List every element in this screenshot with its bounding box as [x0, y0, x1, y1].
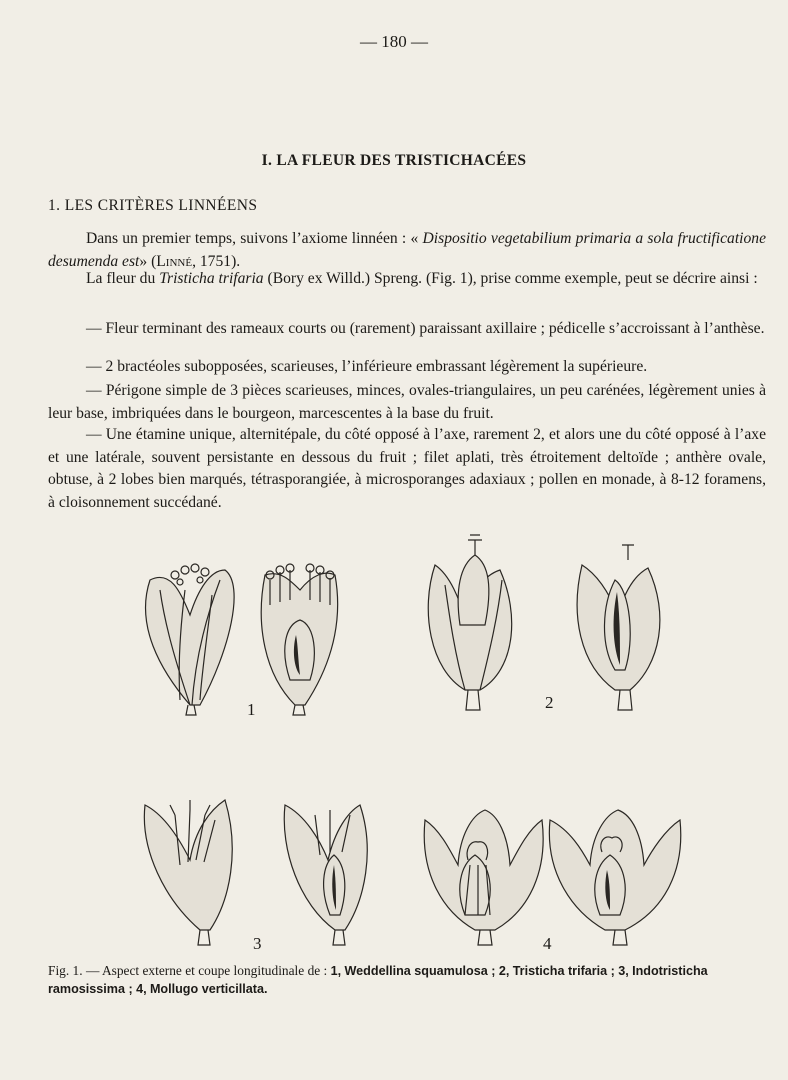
drawing-4-section: [549, 810, 680, 945]
drawing-3-section: [284, 805, 367, 945]
subsection-title: 1. LES CRITÈRES LINNÉENS: [48, 197, 258, 214]
drawing-2-section: [577, 545, 660, 710]
figure-1-illustrations: [120, 530, 720, 960]
section-title: I. LA FLEUR DES TRISTICHACÉES: [261, 152, 527, 169]
drawing-1-external: [146, 564, 235, 715]
caption-number-1: 1,: [330, 964, 342, 978]
intro-rest: (Bory ex Willd.) Spreng. (Fig. 1), prise comme exemple, peut se décrire ainsi :: [267, 270, 758, 287]
figure-label-2: 2: [545, 693, 554, 712]
figure-caption: [48, 962, 778, 998]
caption-species-1: Weddellina squamulosa ;: [344, 964, 496, 978]
axiom-author: Linné: [156, 252, 193, 270]
figure-label-3: 3: [253, 934, 262, 953]
intro-lead: La fleur du: [86, 270, 156, 287]
axiom-year: , 1751).: [192, 252, 241, 270]
page-number: — 180 —: [360, 32, 428, 51]
flower-drawings: [120, 530, 720, 960]
list-item: — Périgone simple de 3 pièces scarieuses, minces, ovales-triangulaires, un peu carénées, légèrement unies à leur base, imbriquées dans le bourgeon, marcescentes à la base du fruit.: [48, 382, 766, 422]
caption-species-4: Mollugo verticillata.: [149, 982, 268, 996]
list-item: — 2 bractéoles subopposées, scarieuses, l’inférieure embrassant légèrement la supérieure.: [86, 358, 648, 375]
figure-label-4: 4: [543, 934, 552, 953]
drawing-2-external: [428, 535, 511, 710]
drawing-1-section: [261, 564, 337, 715]
caption-number-2: 2,: [498, 964, 510, 978]
drawing-3-external: [144, 800, 232, 945]
drawing-4-external: [424, 810, 543, 945]
caption-prefix: Fig. 1. — Aspect externe et coupe longitudinale de :: [48, 963, 328, 978]
paragraph-axiom: [48, 228, 766, 273]
axiom-lead: Dans un premier temps, suivons l’axiome linnéen : «: [86, 230, 419, 247]
list-item: — Fleur terminant des rameaux courts ou (rarement) paraissant axillaire ; pédicelle s’accroissant à l’anthèse.: [86, 320, 765, 337]
caption-species-2: Tristicha trifaria ;: [512, 964, 615, 978]
figure-label-1: 1: [247, 700, 256, 719]
paragraph-flower-intro: [48, 268, 766, 291]
axiom-close: » (: [139, 252, 157, 270]
intro-species: Tristicha trifaria: [159, 270, 264, 287]
caption-number-3: 3,: [618, 964, 629, 978]
caption-number-4: 4,: [136, 982, 147, 996]
caption-species-3: Indotristicha ramosissima ;: [48, 964, 708, 996]
list-item: — Une étamine unique, alternitépale, du côté opposé à l’axe, rarement 2, et alors une du côté opposé à l’axe et une latérale, souvent persistante en dessous du fruit ; filet aplati, très étroitement deltoïde ; anthère ovale, obtuse, à 2 lobes bien marqués, tétrasporangiée, à microsporanges adaxiaux ; pollen en monade, à 8-12 foramens, à cloisonnement succédané.: [48, 426, 766, 511]
axiom-quote: Dispositio vegetabilium primaria a sola fructificatione desumenda est: [48, 230, 766, 270]
